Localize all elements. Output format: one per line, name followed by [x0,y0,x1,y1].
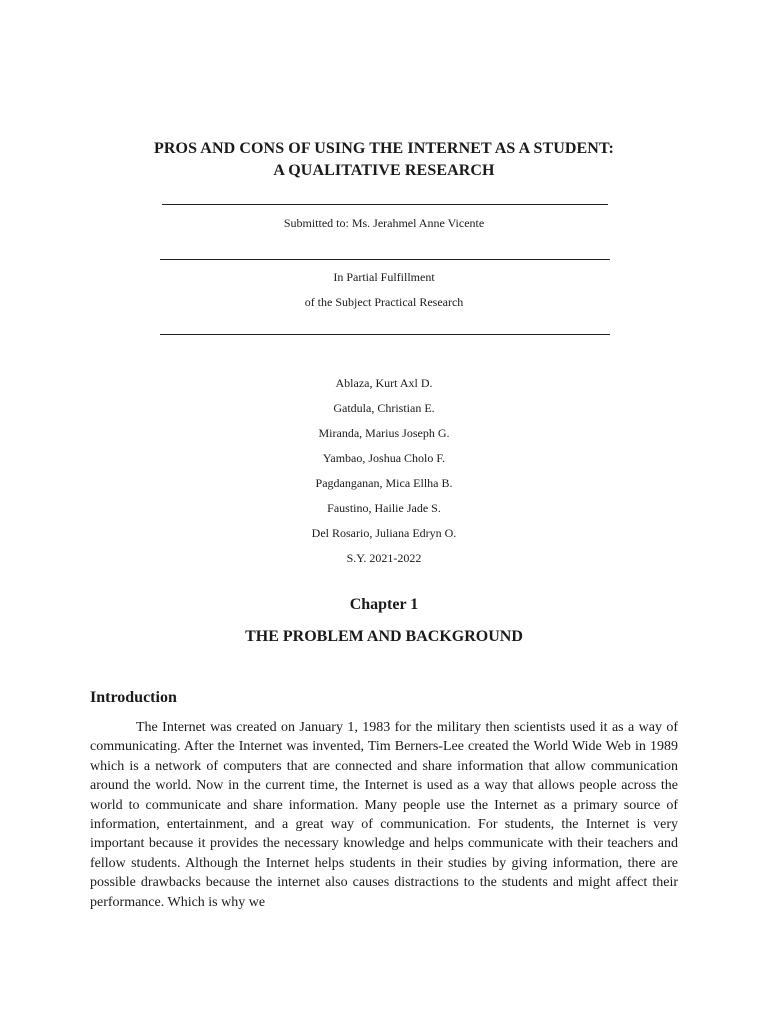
submitted-to: Submitted to: Ms. Jerahmel Anne Vicente [283,216,485,230]
divider-line [160,334,610,335]
author-name: Faustino, Hailie Jade S. [327,501,441,515]
chapter-title: THE PROBLEM AND BACKGROUND [245,628,523,645]
section-heading: Introduction [90,689,177,706]
body-paragraph: The Internet was created on January 1, 1983 for the military then scientists used it as a way of communicating. After the Internet was invented, Tim Berners-Lee created the World Wide Web in 1989 which is a network of computers that are connected and share information that allow communication around the world. Now in the current time, the Internet is used as a way that allows people across the world to communicate and share information. Many people use the Internet as a primary source of information, entertainment, and a great way of communication. For students, the Internet is very important because it provides the necessary knowledge and helps communicate with their teachers and fellow students. Although the Internet helps students in their studies by giving information, there are possible drawbacks because the internet also causes distractions to the students and might affect their performance. Which is why we [90,720,678,910]
document-title-line-1: PROS AND CONS OF USING THE INTERNET AS A STUDENT: [154,140,614,157]
chapter-label: Chapter 1 [349,596,419,613]
author-name: Miranda, Marius Joseph G. [318,426,450,440]
fulfillment-line-2: of the Subject Practical Research [304,295,464,309]
author-name: Yambao, Joshua Cholo F. [322,451,446,465]
fulfillment-line-1: In Partial Fulfillment [333,270,435,284]
author-name: Del Rosario, Juliana Edryn O. [311,526,457,540]
divider-line [160,259,610,260]
author-name: Ablaza, Kurt Axl D. [335,376,433,390]
author-list [0,375,768,575]
document-title-line-2: A QUALITATIVE RESEARCH [273,162,495,179]
school-year: S.Y. 2021-2022 [346,551,422,565]
author-name: Pagdanganan, Mica Ellha B. [315,476,453,490]
author-name: Gatdula, Christian E. [333,401,435,415]
divider-line [162,204,608,205]
